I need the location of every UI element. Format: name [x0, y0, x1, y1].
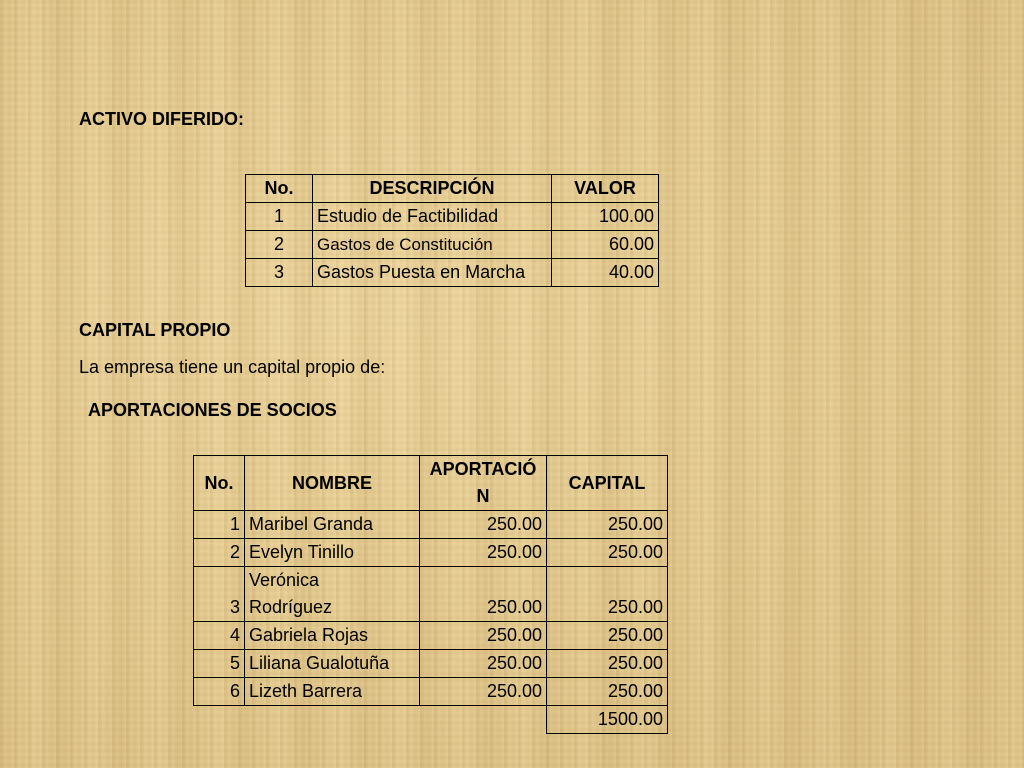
- cell-nombre: Liliana Gualotuña: [245, 650, 420, 678]
- table-row: [194, 678, 668, 706]
- cell-aportacion: 250.00: [420, 650, 547, 678]
- header-descripcion: DESCRIPCIÓN: [313, 175, 552, 203]
- table-row: [194, 539, 668, 567]
- activo-diferido-heading: ACTIVO DIFERIDO:: [79, 109, 244, 129]
- cell-capital: 250.00: [547, 650, 668, 678]
- aportaciones-heading: APORTACIONES DE SOCIOS: [88, 400, 337, 420]
- cell-nombre: [245, 567, 420, 622]
- cell-no: 3: [194, 567, 245, 622]
- table-row: [246, 231, 659, 259]
- cell-valor: 100.00: [552, 203, 659, 231]
- table-row: [194, 622, 668, 650]
- cell-nombre-line1: Verónica: [249, 570, 320, 590]
- cell-nombre: Gabriela Rojas: [245, 622, 420, 650]
- cell-aportacion: 250.00: [420, 622, 547, 650]
- table-row: [194, 511, 668, 539]
- cell-aportacion: 250.00: [420, 678, 547, 706]
- cell-aportacion: 250.00: [420, 539, 547, 567]
- cell-nombre: Evelyn Tinillo: [245, 539, 420, 567]
- cell-no: 1: [246, 203, 313, 231]
- table-header-row: [246, 175, 659, 203]
- cell-capital: 250.00: [547, 678, 668, 706]
- header-aportacion: [420, 456, 547, 511]
- table-row: [194, 650, 668, 678]
- header-no: No.: [246, 175, 313, 203]
- cell-descripcion: Estudio de Factibilidad: [313, 203, 552, 231]
- capital-propio-heading: CAPITAL PROPIO: [79, 320, 231, 340]
- header-valor: VALOR: [552, 175, 659, 203]
- table-total-row: [194, 706, 668, 734]
- header-nombre: NOMBRE: [245, 456, 420, 511]
- cell-no: 2: [246, 231, 313, 259]
- cell-descripcion: Gastos Puesta en Marcha: [313, 259, 552, 287]
- cell-capital: 250.00: [547, 622, 668, 650]
- empty-cell: [245, 706, 420, 734]
- cell-nombre: Lizeth Barrera: [245, 678, 420, 706]
- cell-valor: 40.00: [552, 259, 659, 287]
- cell-aportacion: 250.00: [420, 511, 547, 539]
- cell-total-capital: 1500.00: [547, 706, 668, 734]
- empty-cell: [194, 706, 245, 734]
- table-row: [194, 567, 668, 622]
- header-aportacion-line1: APORTACIÓ: [429, 459, 537, 479]
- empty-cell: [420, 706, 547, 734]
- header-capital: CAPITAL: [547, 456, 668, 511]
- cell-aportacion: 250.00: [420, 567, 547, 622]
- cell-no: 1: [194, 511, 245, 539]
- cell-no: 3: [246, 259, 313, 287]
- cell-no: 5: [194, 650, 245, 678]
- cell-no: 4: [194, 622, 245, 650]
- cell-valor: 60.00: [552, 231, 659, 259]
- capital-propio-text: La empresa tiene un capital propio de:: [79, 357, 386, 377]
- cell-nombre: Maribel Granda: [245, 511, 420, 539]
- table-row: [246, 259, 659, 287]
- cell-descripcion: Gastos de Constitución: [313, 231, 552, 259]
- activo-diferido-table: [245, 174, 659, 287]
- table-row: [246, 203, 659, 231]
- cell-capital: 250.00: [547, 539, 668, 567]
- aportaciones-table: [193, 455, 668, 734]
- cell-capital: 250.00: [547, 511, 668, 539]
- cell-nombre-line2: Rodríguez: [249, 597, 333, 617]
- header-aportacion-line2: N: [476, 486, 490, 506]
- header-no: No.: [194, 456, 245, 511]
- table-header-row: [194, 456, 668, 511]
- cell-no: 6: [194, 678, 245, 706]
- cell-capital: 250.00: [547, 567, 668, 622]
- cell-no: 2: [194, 539, 245, 567]
